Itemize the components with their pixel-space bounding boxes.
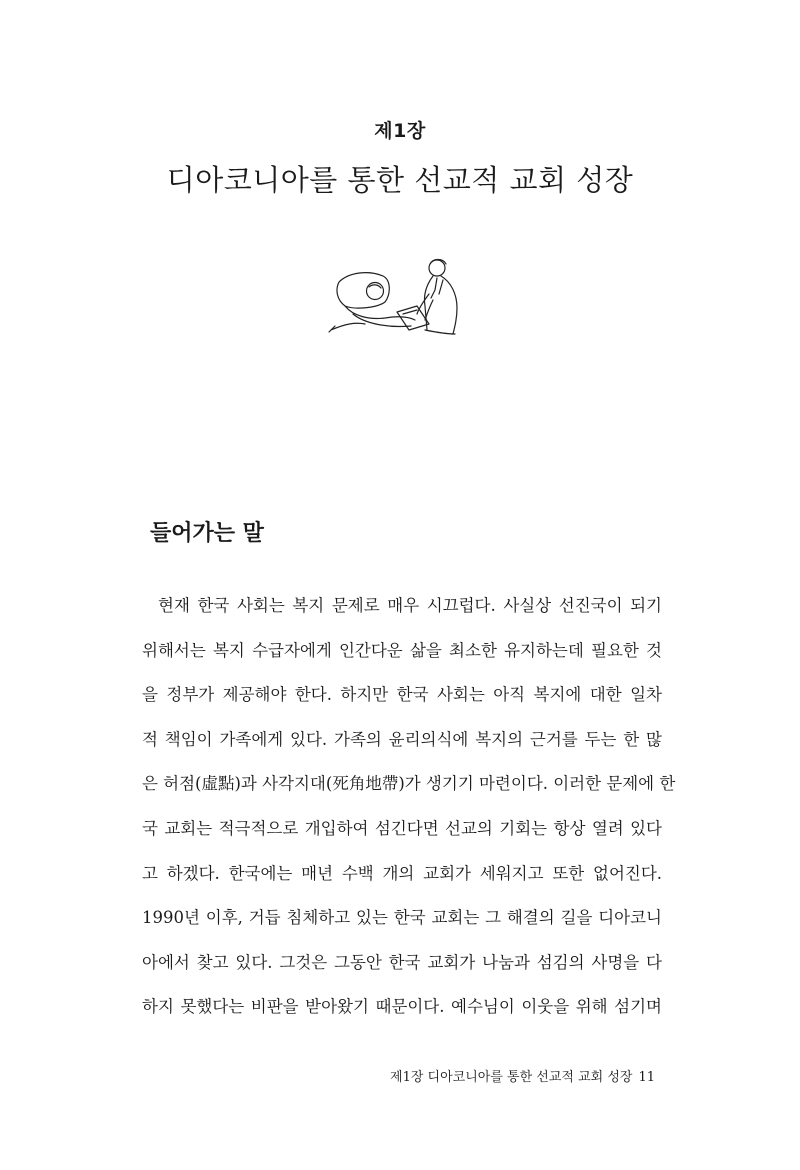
paragraph-line: 현재 한국 사회는 복지 문제로 매우 시끄럽다. 사실상 선진국이 되기 bbox=[158, 596, 662, 615]
chapter-number: 제1장 bbox=[374, 120, 426, 142]
paragraph-line: 1990년 이후, 거듭 침체하고 있는 한국 교회는 그 해결의 길을 디아코니 bbox=[142, 908, 662, 928]
body-text bbox=[142, 594, 676, 1040]
paragraph-line: 아에서 찾고 있다. 그것은 그동안 한국 교회가 나눔과 섬김의 사명을 다 bbox=[142, 952, 662, 972]
page-footer bbox=[390, 1066, 655, 1085]
paragraph-line: 을 정부가 제공해야 한다. 하지만 한국 사회는 아직 복지에 대한 일차 bbox=[142, 685, 662, 705]
paragraph-line: 적 책임이 가족에게 있다. 가족의 윤리의식에 복지의 근거를 두는 한 많 bbox=[142, 729, 662, 749]
chapter-title: 디아코니아를 통한 선교적 교회 성장 bbox=[166, 163, 634, 197]
page-number: 11 bbox=[638, 1070, 655, 1085]
paragraph-line: 위해서는 복지 수급자에게 인간다운 삶을 최소한 유지하는데 필요한 것 bbox=[142, 640, 662, 660]
paragraph-line: 고 하겠다. 한국에는 매년 수백 개의 교회가 세워지고 또한 없어진다. bbox=[142, 863, 662, 883]
patient-and-caregiver-icon bbox=[325, 254, 475, 338]
section-heading: 들어가는 말 bbox=[150, 521, 264, 546]
paragraph-line: 하지 못했다는 비판을 받아왔기 때문이다. 예수님이 이웃을 위해 섬기며 bbox=[142, 997, 662, 1017]
running-title: 제1장 디아코니아를 통한 선교적 교회 성장 bbox=[390, 1070, 633, 1085]
paragraph-line: 은 허점(虛點)과 사각지대(死角地帶)가 생기기 마련이다. 이러한 문제에 한 bbox=[142, 774, 676, 794]
paragraph-line: 국 교회는 적극적으로 개입하여 섬긴다면 선교의 기회는 항상 열려 있다 bbox=[142, 818, 662, 838]
